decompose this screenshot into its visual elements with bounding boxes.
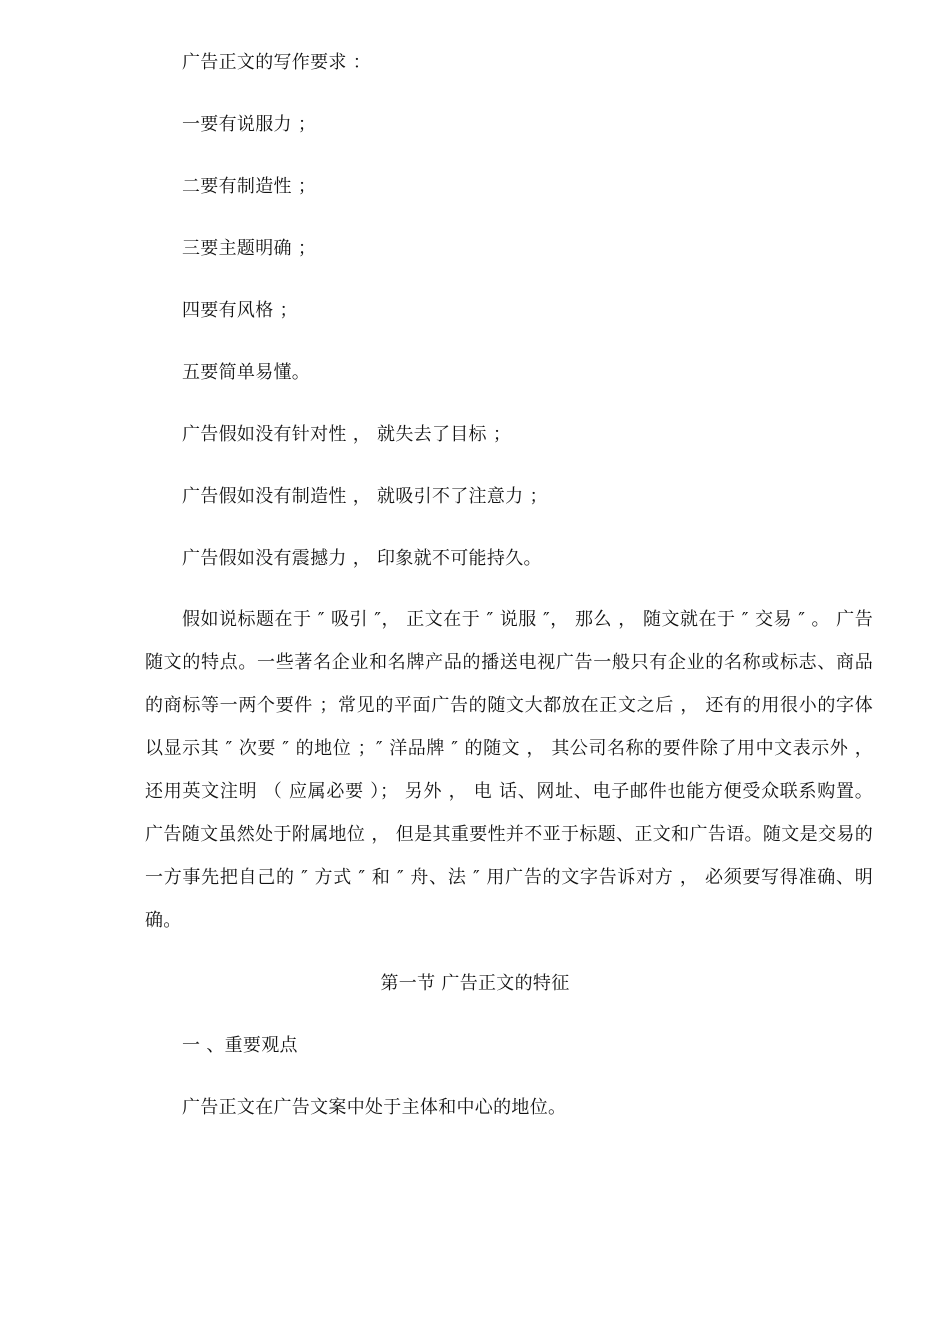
closing-line: 广告正文在广告文案中处于主体和中心的地位。 [182,1097,567,1118]
statement-line-2: 广告假如没有制造性 ， 就吸引不了注意力 ； [182,486,548,507]
requirement-item-5: 五要简单易懂。 [182,362,311,383]
body-paragraph: 假如说标题在于 ″ 吸引 ″， 正文在于 ″ 说服 ″， 那么 ， 随文就在于 ″ 交易 ″ 。 广告随文的特点。一些著名企业和名牌产品的播送电视广告一般只有企业的名称或标志、商品的商标等一两个要件 ；常见的平面广告的随文大都放在正文之后 ， 还有的用很小的字体以显示其 ″ 次要 ″ 的地位 ；″ 洋品牌 ″ 的随文 ， 其公司名称的要件除了用中文表示外 ， 还用英文注明 （ 应属必要 ）； 另外 ， 电 话、网址、电子邮件也能方便受众联系购置。广告随文虽然处于附属地位 ， 但是其重要性并不亚于标题、正文和广告语。随文是交易的一方事先把自己的 ″ 方式 ″ 和 ″ 舟、法 ″ 用广告的文字告诉对方 ， 必须要写得准确、明确。 [145,609,873,931]
requirement-item-3: 三要主题明确 ； [182,238,317,259]
requirement-item-2: 二要有制造性 ； [182,176,317,197]
requirement-item-4: 四要有风格 ； [182,300,298,321]
section-heading: 第一节 广告正文的特征 [380,973,570,994]
statement-line-1: 广告假如没有针对性 ， 就失去了目标 ； [182,424,512,445]
statement-line-3: 广告假如没有震撼力 ， 印象就不可能持久。 [182,548,542,569]
requirement-item-1: 一要有说服力 ； [182,114,317,135]
subheading: 一 、重要观点 [182,1035,298,1056]
requirements-title: 广告正文的写作要求 ： [182,52,372,73]
